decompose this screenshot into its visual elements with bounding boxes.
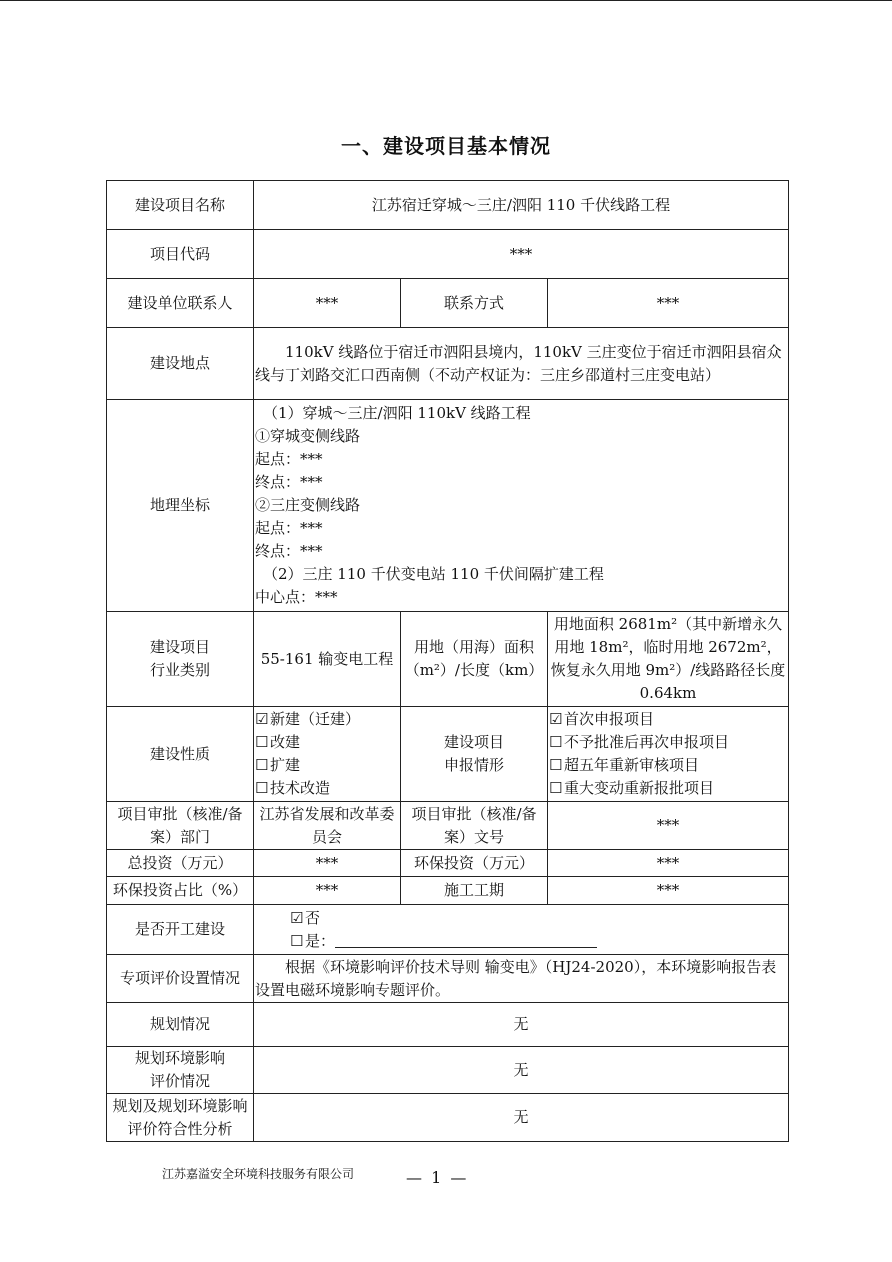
row-planning	[107, 1003, 789, 1047]
label-construction-period: 施工工期	[401, 877, 548, 905]
checkbox-empty-icon: ☐	[549, 733, 563, 751]
nature-options	[254, 707, 401, 802]
label-planning-env: 规划环境影响 评价情况	[107, 1047, 254, 1094]
row-location	[107, 328, 789, 400]
option-new-build: ☑ 新建（迁建）	[255, 708, 399, 731]
label-project-code: 项目代码	[107, 230, 254, 279]
label-declaration-type: 建设项目 申报情形	[401, 707, 548, 802]
label-approval-dept: 项目审批（核准/备案）部门	[107, 802, 254, 850]
option-tech-upgrade: ☐ 技术改造	[255, 777, 399, 800]
row-investment	[107, 850, 789, 877]
blank-underline	[335, 932, 597, 948]
project-info-table	[106, 180, 789, 1142]
value-env-investment: ***	[548, 850, 789, 877]
value-env-ratio: ***	[254, 877, 401, 905]
coord-line: 起点：***	[255, 519, 323, 537]
value-approval-dept: 江苏省发展和改革委员会	[254, 802, 401, 850]
declaration-options	[548, 707, 789, 802]
row-construction-nature	[107, 707, 789, 802]
option-not-started: ☑ 否	[290, 907, 787, 930]
row-contact	[107, 279, 789, 328]
value-location: 110kV 线路位于宿迁市泗阳县境内，110kV 三庄变位于宿迁市泗阳县宿众线与丁刘路交汇口西南侧（不动产权证为：三庄乡邵道村三庄变电站）	[254, 328, 789, 400]
footer-company: 江苏嘉溢安全环境科技服务有限公司	[162, 1167, 355, 1181]
row-started	[107, 905, 789, 955]
label-env-investment: 环保投资（万元）	[401, 850, 548, 877]
option-rebuild: ☐ 改建	[255, 731, 399, 754]
checkbox-empty-icon: ☐	[255, 733, 269, 751]
value-started	[254, 905, 789, 955]
top-border-line	[0, 0, 892, 1]
coord-line: 终点：***	[255, 473, 323, 491]
page-title: 一、建设项目基本情况	[341, 134, 551, 158]
checkbox-empty-icon: ☐	[549, 779, 563, 797]
value-land-area: 用地面积 2681m²（其中新增永久用地 18m²，临时用地 2672m²，恢复永久用地 9m²）/线路路径长度 0.64km	[548, 612, 789, 707]
label-planning: 规划情况	[107, 1003, 254, 1047]
footer-page-number: — 1 —	[406, 1168, 469, 1187]
coord-line: 中心点：***	[255, 588, 338, 606]
value-special-evaluation: 根据《环境影响评价技术导则 输变电》（HJ24-2020），本环境影响报告表设置电磁环境影响专题评价。	[254, 955, 789, 1003]
checkbox-checked-icon: ☑	[290, 908, 304, 927]
value-industry-category: 55-161 输变电工程	[254, 612, 401, 707]
value-approval-number: ***	[548, 802, 789, 850]
row-env-ratio	[107, 877, 789, 905]
label-contact-method: 联系方式	[401, 279, 548, 328]
option-redeclaration: ☐ 不予批准后再次申报项目	[549, 731, 787, 754]
label-location: 建设地点	[107, 328, 254, 400]
checkbox-empty-icon: ☐	[255, 779, 269, 797]
label-land-area: 用地（用海）面积（m²）/长度（km）	[401, 612, 548, 707]
row-compliance	[107, 1094, 789, 1142]
label-approval-number: 项目审批（核准/备案）文号	[401, 802, 548, 850]
coord-line: （1）穿城～三庄/泗阳 110kV 线路工程	[263, 404, 531, 422]
row-planning-env	[107, 1047, 789, 1094]
option-five-year-review: ☐ 超五年重新审核项目	[549, 754, 787, 777]
label-total-investment: 总投资（万元）	[107, 850, 254, 877]
value-contact-person: ***	[254, 279, 401, 328]
coord-line: ②三庄变侧线路	[255, 496, 361, 514]
option-major-change: ☐ 重大变动重新报批项目	[549, 777, 787, 800]
value-project-code: ***	[254, 230, 789, 279]
coord-line: 终点：***	[255, 542, 323, 560]
label-env-ratio: 环保投资占比（%）	[107, 877, 254, 905]
label-started: 是否开工建设	[107, 905, 254, 955]
value-planning-env: 无	[254, 1047, 789, 1094]
label-special-evaluation: 专项评价设置情况	[107, 955, 254, 1003]
checkbox-empty-icon: ☐	[290, 931, 304, 950]
label-coordinates: 地理坐标	[107, 400, 254, 612]
checkbox-empty-icon: ☐	[255, 756, 269, 774]
checkbox-empty-icon: ☐	[549, 756, 563, 774]
option-first-declaration: ☑ 首次申报项目	[549, 708, 787, 731]
row-industry-category	[107, 612, 789, 707]
row-project-name	[107, 181, 789, 230]
value-contact-method: ***	[548, 279, 789, 328]
option-expand: ☐ 扩建	[255, 754, 399, 777]
coord-line: ①穿城变侧线路	[255, 427, 361, 445]
label-industry-category: 建设项目 行业类别	[107, 612, 254, 707]
label-project-name: 建设项目名称	[107, 181, 254, 230]
value-compliance: 无	[254, 1094, 789, 1142]
row-project-code	[107, 230, 789, 279]
row-coordinates	[107, 400, 789, 612]
coord-line: 起点：***	[255, 450, 323, 468]
checkbox-checked-icon: ☑	[549, 710, 563, 728]
value-total-investment: ***	[254, 850, 401, 877]
option-started: ☐ 是：	[290, 930, 787, 953]
value-project-name: 江苏宿迁穿城～三庄/泗阳 110 千伏线路工程	[254, 181, 789, 230]
value-planning: 无	[254, 1003, 789, 1047]
label-compliance: 规划及规划环境影响评价符合性分析	[107, 1094, 254, 1142]
value-coordinates	[254, 400, 789, 612]
row-special-evaluation	[107, 955, 789, 1003]
label-contact-person: 建设单位联系人	[107, 279, 254, 328]
row-approval	[107, 802, 789, 850]
coord-line: （2）三庄 110 千伏变电站 110 千伏间隔扩建工程	[263, 565, 604, 583]
value-construction-period: ***	[548, 877, 789, 905]
checkbox-checked-icon: ☑	[255, 710, 269, 728]
label-construction-nature: 建设性质	[107, 707, 254, 802]
